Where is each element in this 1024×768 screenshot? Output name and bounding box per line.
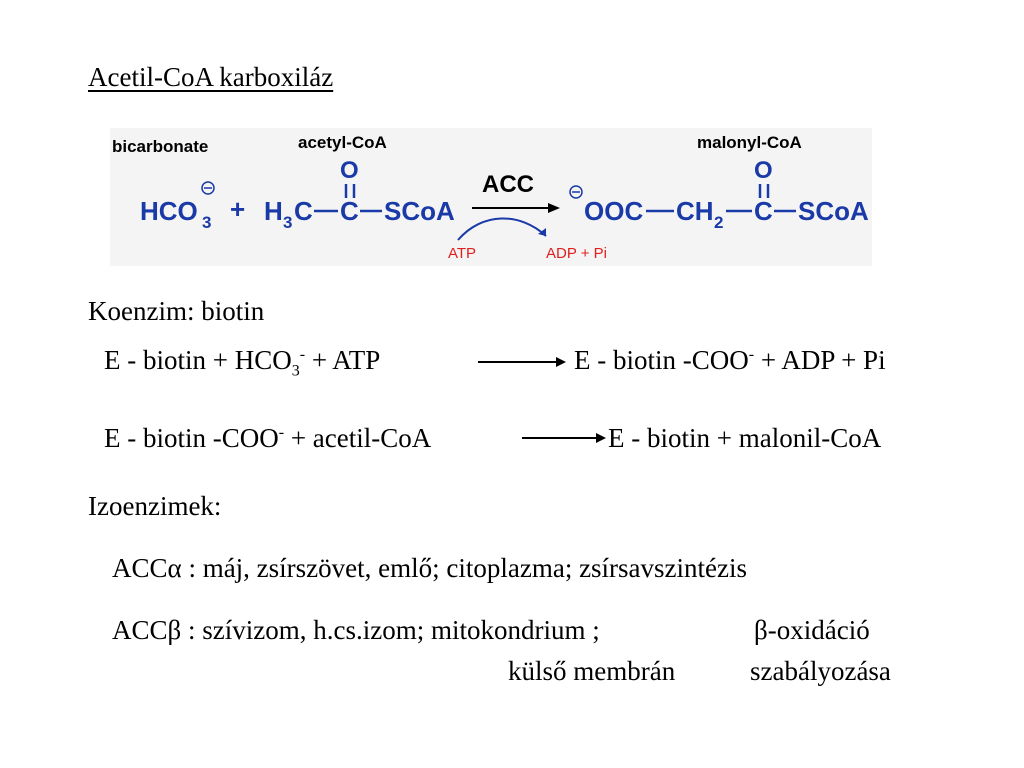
acc-alpha-description: : máj, zsírszövet, emlő; citoplazma; zsírsavszintézis (181, 553, 748, 583)
label-adp-pi: ADP + Pi (546, 245, 608, 262)
svg-text:O: O (340, 157, 359, 184)
reaction1-rhs-text: E - biotin -COO (574, 345, 749, 375)
reaction1-rhs (574, 347, 886, 374)
label-malonyl-coa: malonyl-CoA (697, 133, 802, 152)
bicarbonate-formula (140, 182, 245, 232)
reaction1-rhs-superscript: - (748, 346, 755, 363)
svg-text:CH: CH (676, 196, 714, 226)
acc-alpha-name: ACC (112, 553, 168, 583)
acc-alpha-line (112, 555, 747, 582)
reaction-figure (110, 128, 872, 266)
reaction2-lhs-acetyl: + acetil-CoA (284, 423, 432, 453)
beta-symbol-2: β (754, 615, 768, 645)
malonyl-coa-formula (570, 157, 869, 232)
reaction2-lhs (104, 425, 431, 452)
reaction-arrow (458, 203, 560, 240)
reaction2-arrow (522, 437, 604, 439)
reaction1-subscript: 3 (291, 362, 300, 380)
label-enzyme-acc: ACC (482, 171, 534, 198)
svg-text:3: 3 (283, 213, 293, 232)
beta-oxidation (754, 617, 870, 644)
alpha-symbol: α (167, 553, 182, 583)
reaction1-lhs-text: E - biotin + HCO (104, 345, 292, 375)
svg-text:C: C (294, 196, 313, 226)
svg-text:OOC: OOC (584, 196, 644, 226)
izoenzimek-label: Izoenzimek: (88, 491, 222, 521)
svg-text:C: C (754, 196, 773, 226)
outer-membrane-label: külső membrán (508, 656, 676, 686)
svg-text:3: 3 (202, 213, 212, 232)
svg-text:SCoA: SCoA (798, 196, 869, 226)
reaction1-superscript: - (299, 346, 306, 363)
beta-oxidation-text: -oxidáció (767, 615, 870, 645)
label-acetyl-coa: acetyl-CoA (298, 133, 387, 152)
acc-beta-line (112, 617, 600, 644)
acetyl-coa-formula (264, 157, 455, 232)
reaction1-arrow (478, 361, 564, 363)
koenzim-label: Koenzim: biotin (88, 296, 265, 326)
svg-text:2: 2 (714, 213, 724, 232)
svg-text:+: + (230, 194, 246, 224)
slide-title: Acetil-CoA karboxiláz (88, 62, 334, 92)
reaction2-lhs-text: E - biotin -COO (104, 423, 279, 453)
label-atp: ATP (448, 245, 477, 262)
acc-beta-name: ACC (112, 615, 168, 645)
svg-text:SCoA: SCoA (384, 196, 455, 226)
reaction1-lhs-atp: + ATP (305, 345, 381, 375)
reaction-diagram (110, 128, 872, 266)
svg-text:O: O (754, 157, 773, 184)
svg-text:C: C (340, 196, 359, 226)
reaction2-superscript: - (278, 424, 285, 441)
reaction2-rhs: E - biotin + malonil-CoA (608, 423, 882, 453)
reaction1-rhs-products: + ADP + Pi (754, 345, 886, 375)
reaction1-lhs (104, 345, 381, 380)
regulation-label: szabályozása (750, 656, 891, 686)
svg-text:H: H (264, 196, 283, 226)
svg-text:HCO: HCO (140, 196, 198, 226)
beta-symbol: β (167, 615, 182, 645)
acc-beta-description: : szívizom, h.cs.izom; mitokondrium ; (181, 615, 600, 645)
label-bicarbonate: bicarbonate (112, 137, 209, 156)
